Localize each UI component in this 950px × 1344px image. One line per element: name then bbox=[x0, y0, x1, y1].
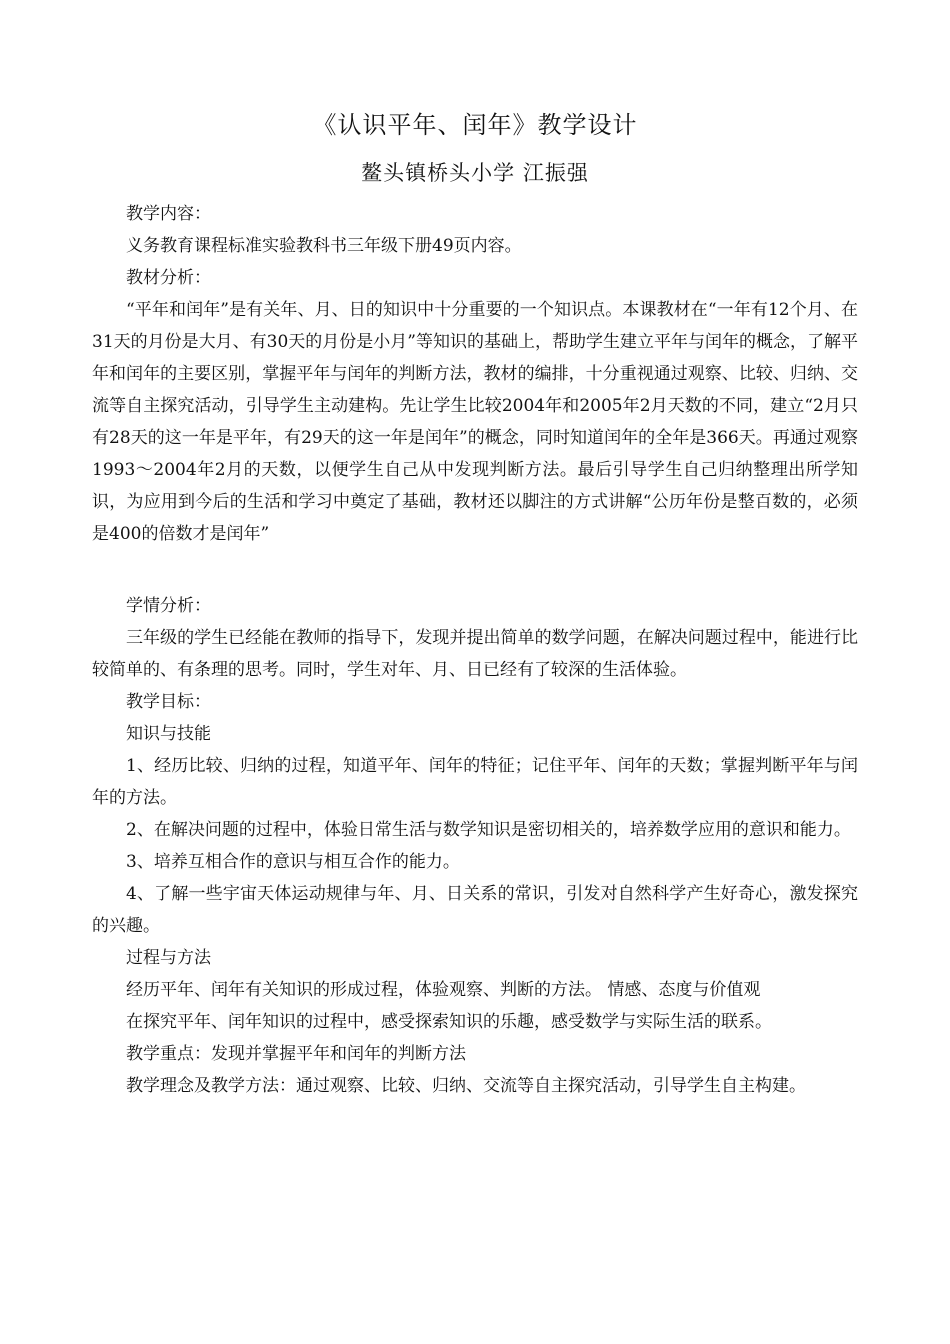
blank-line bbox=[92, 550, 858, 590]
document-body bbox=[92, 198, 858, 1102]
paragraph-teaching-content: 义务教育课程标准实验教科书三年级下册49页内容。 bbox=[126, 236, 522, 256]
paragraph-process-method: 经历平年、闰年有关知识的形成过程，体验观察、判断的方法。 情感、态度与价值观 bbox=[126, 980, 761, 1000]
heading-teaching-content: 教学内容： bbox=[126, 204, 211, 224]
paragraph-teaching-method: 教学理念及教学方法：通过观察、比较、归纳、交流等自主探究活动，引导学生自主构建。 bbox=[126, 1076, 806, 1096]
subheading-process-method: 过程与方法 bbox=[126, 948, 211, 968]
heading-material-analysis: 教材分析： bbox=[126, 268, 211, 288]
goal-item-4: 4、了解一些宇宙天体运动规律与年、月、日关系的常识，引发对自然科学产生好奇心，激发探究的兴趣。 bbox=[92, 884, 858, 936]
paragraph-student-analysis: 三年级的学生已经能在教师的指导下，发现并提出简单的数学问题，在解决问题过程中，能进行比较简单的、有条理的思考。同时，学生对年、月、日已经有了较深的生活体验。 bbox=[92, 628, 858, 680]
goal-item-3: 3、培养互相合作的意识与相互合作的能力。 bbox=[126, 852, 460, 872]
goal-item-2: 2、在解决问题的过程中，体验日常生活与数学知识是密切相关的，培养数学应用的意识和能力。 bbox=[126, 820, 851, 840]
document-author: 鳌头镇桥头小学 江振强 bbox=[361, 161, 589, 185]
document-title: 《认识平年、闰年》教学设计 bbox=[312, 111, 638, 139]
heading-teaching-goals: 教学目标： bbox=[126, 692, 211, 712]
heading-student-analysis: 学情分析： bbox=[126, 596, 211, 616]
paragraph-material-analysis: “平年和闰年”是有关年、月、日的知识中十分重要的一个知识点。本课教材在“一年有12个月、在31天的月份是大月、有30天的月份是小月”等知识的基础上，帮助学生建立平年与闰年的概念，了解平年和闰年的主要区别，掌握平年与闰年的判断方法，教材的编排，十分重视通过观察、比较、归纳、交流等自主探究活动，引导学生主动建构。先让学生比较2004年和2005年2月天数的不同，建立“2月只有28天的这一年是平年，有29天的这一年是闰年”的概念，同时知道闰年的全年是366天。再通过观察1993～2004年2月的天数，以便学生自己从中发现判断方法。最后引导学生自己归纳整理出所学知识，为应用到今后的生活和学习中奠定了基础，教材还以脚注的方式讲解“公历年份是整百数的，必须是400的倍数才是闰年” bbox=[92, 300, 858, 544]
goal-item-1: 1、经历比较、归纳的过程，知道平年、闰年的特征；记住平年、闰年的天数；掌握判断平年与闰年的方法。 bbox=[92, 756, 858, 808]
subheading-knowledge-skills: 知识与技能 bbox=[126, 724, 211, 744]
paragraph-emotion-attitude: 在探究平年、闰年知识的过程中，感受探索知识的乐趣，感受数学与实际生活的联系。 bbox=[126, 1012, 772, 1032]
paragraph-teaching-focus: 教学重点：发现并掌握平年和闰年的判断方法 bbox=[126, 1044, 466, 1064]
